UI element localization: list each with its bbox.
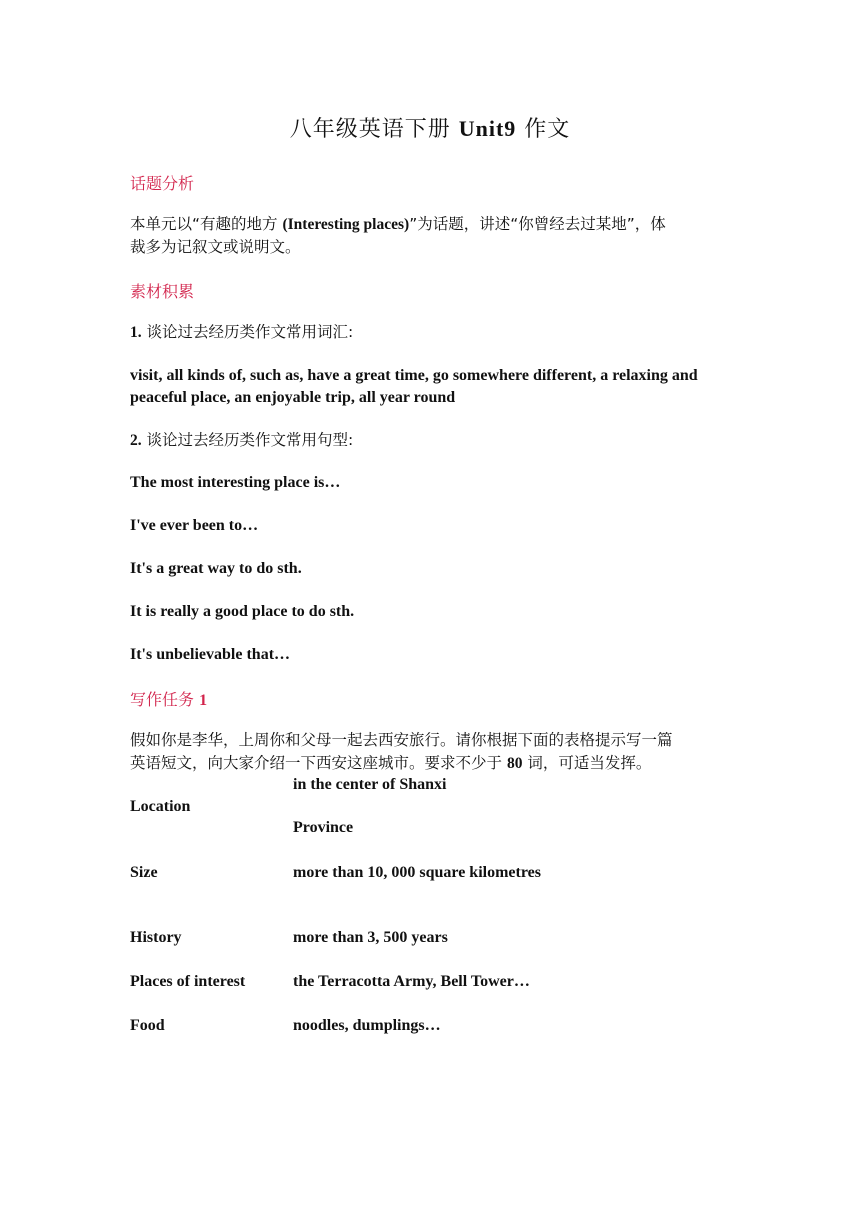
intro-paragraph (130, 213, 740, 259)
vocab-heading-text: 谈论过去经历类作文常用词汇: (141, 323, 354, 341)
history-label: History (130, 929, 182, 946)
location-value-line-2: Province (293, 819, 354, 836)
task-word-count: 80 (506, 755, 523, 772)
places-label: Places of interest (130, 973, 246, 990)
task-heading-text: 写作任务 (130, 690, 200, 709)
sentences-heading (130, 429, 740, 452)
sentence-item: The most interesting place is… (130, 474, 341, 491)
task-line-2a: 英语短文，向大家介绍一下西安这座城市。要求不少于 (130, 754, 507, 772)
food-label: Food (130, 1017, 165, 1034)
sentence-item: It is really a good place to do sth. (130, 603, 355, 620)
task-line-2b: 词，可适当发挥。 (522, 754, 652, 772)
size-label: Size (130, 864, 158, 881)
intro-line-1b: (Interesting places) (282, 216, 410, 233)
vocab-text: visit, all kinds of, such as, have a great time, go somewhere different, a relaxing and peaceful place, an enjoyable trip, all year round (130, 367, 698, 406)
location-value-line-1: in the center of Shanxi (293, 776, 447, 793)
task-paragraph (130, 729, 740, 775)
sentences-heading-text: 谈论过去经历类作文常用句型: (141, 431, 354, 449)
task-line-2 (130, 752, 740, 775)
places-value: the Terracotta Army, Bell Tower… (293, 973, 530, 990)
sentence-item: It's a great way to do sth. (130, 560, 302, 577)
vocab-heading (130, 321, 740, 344)
intro-line-1c: ”为话题，讲述“你曾经去过某地”，体 (409, 215, 666, 233)
food-value: noodles, dumplings… (293, 1017, 441, 1034)
heading-topic-analysis: 话题分析 (130, 174, 195, 193)
sentence-item: It's unbelievable that… (130, 646, 291, 663)
title-unit: Unit9 (458, 116, 517, 141)
task-line-1: 假如你是李华，上周你和父母一起去西安旅行。请你根据下面的表格提示写一篇 (130, 731, 673, 749)
sentences-number: 2. (130, 432, 142, 449)
vocab-number: 1. (130, 324, 142, 341)
title-cn-prefix: 八年级英语下册 (289, 117, 459, 142)
page-title (0, 112, 860, 143)
title-cn-suffix: 作文 (516, 117, 571, 142)
history-value: more than 3, 500 years (293, 929, 448, 946)
intro-line-2: 裁多为记叙文或说明文。 (130, 238, 301, 256)
heading-writing-task (130, 687, 207, 710)
size-value: more than 10, 000 square kilometres (293, 864, 541, 881)
location-label: Location (130, 798, 191, 815)
intro-line-1a: 本单元以“有趣的地方 (130, 215, 283, 233)
intro-line-1 (130, 213, 740, 236)
task-heading-number: 1 (199, 692, 208, 709)
heading-material: 素材积累 (130, 282, 195, 301)
sentence-item: I've ever been to… (130, 517, 259, 534)
